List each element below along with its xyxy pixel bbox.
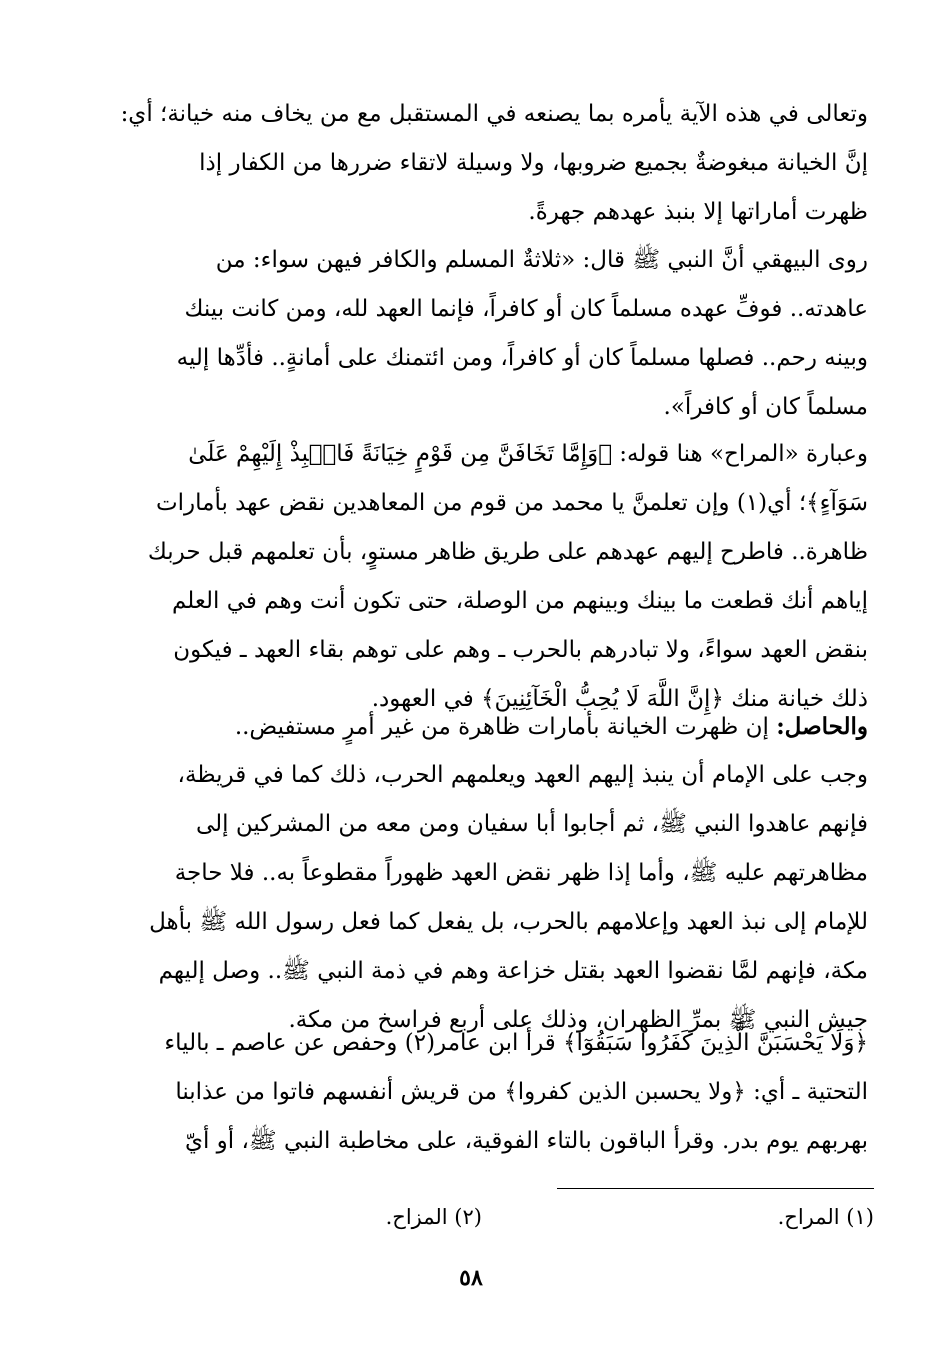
- paragraph-4: [98, 702, 868, 1045]
- paragraph-3: [98, 430, 868, 724]
- text-line: وعبارة «المراح» هنا قوله: ﴿وَإِمَّا تَخَافَنَّ مِن قَوْمٍ خِيَانَةً فَانۢبِذْ إِلَيْهِمْ عَلَىٰ: [188, 441, 868, 467]
- text-line: مكة، فإنهم لمَّا نقضوا العهد بقتل خزاعة وهم في ذمة النبي ﷺ.. وصل إليهم: [158, 958, 868, 984]
- text-line: مسلماً كان أو كافراً».: [663, 394, 868, 420]
- text-line: ظاهرة.. فاطرح إليهم عهدهم على طريق ظاهر مستوٍ، بأن تعلمهم قبل حربك: [147, 539, 868, 565]
- text-line: روى البيهقي أنَّ النبي ﷺ قال: «ثلاثةٌ المسلم والكافر فيهن سواء: من: [215, 247, 868, 273]
- footnote-2: (٢) المزاح.: [385, 1205, 482, 1229]
- text-line: [98, 702, 868, 751]
- text-line: وجب على الإمام أن ينبذ إليهم العهد ويعلمهم الحرب، ذلك كما في قريظة،: [177, 762, 868, 788]
- page-number: ٥٨: [459, 1265, 483, 1291]
- text-line: سَوَآءٍ﴾؛ أي(١) وإن تعلمنَّ يا محمد من قوم من المعاهدين نقض عهد بأمارات: [155, 490, 868, 516]
- paragraph-1: [98, 90, 868, 237]
- text-line: وبينه رحم.. فصلها مسلماً كان أو كافراً، ومن ائتمنك على أمانةٍ.. فأدِّها إليه: [176, 345, 868, 371]
- text-line: مظاهرتهم عليه ﷺ، وأما إذا ظهر نقض العهد ظهوراً مقطوعاً به.. فلا حاجة: [174, 860, 868, 886]
- text-line: للإمام إلى نبذ العهد وإعلامهم بالحرب، بل يفعل كما فعل رسول الله ﷺ بأهل: [149, 909, 868, 935]
- paragraph-5: [98, 1019, 868, 1166]
- text-line: فإنهم عاهدوا النبي ﷺ، ثم أجابوا أبا سفيان ومن معه من المشركين إلى: [195, 811, 868, 837]
- text-line: جيش النبي ﷺ بمرِّ الظهران، وذلك على أربع فراسخ من مكة.: [288, 1007, 868, 1033]
- text-line: التحتية ـ أي: ﴿ولا يحسبن الذين كفروا﴾ من قريش أنفسهم فاتوا من عذابنا: [175, 1079, 868, 1105]
- text-line: وتعالى في هذه الآية يأمره بما يصنعه في المستقبل مع من يخاف منه خيانة؛ أي:: [120, 101, 868, 127]
- text-line: ﴿وَلَا يَحْسَبَنَّ الَّذِينَ كَفَرُوا سَبَقُوٓا﴾ قرأ ابن عامر(٢) وحفص عن عاصم ـ بالياء: [164, 1030, 868, 1056]
- text-line: إنَّ الخيانة مبغوضةٌ بجميع ضروبها، ولا وسيلة لاتقاء ضررها من الكفار إذا: [199, 150, 868, 176]
- paragraph-lead: والحاصل:: [776, 713, 868, 740]
- paragraph-lead-rest: إن ظهرت الخيانة بأمارات ظاهرة من غير أمرٍ مستفيض..: [234, 714, 777, 740]
- text-line: ظهرت أماراتها إلا بنبذ عهدهم جهرةً.: [528, 199, 868, 225]
- paragraph-2: [98, 236, 868, 432]
- text-line: عاهدته.. فوفِّ عهده مسلماً كان أو كافراً، فإنما العهد لله، ومن كانت بينك: [184, 296, 868, 322]
- text-line: إياهم أنك قطعت ما بينك وبينهم من الوصلة، حتى تكون أنت وهم في العلم: [172, 588, 868, 614]
- text-line: ذلك خيانة منك ﴿إِنَّ اللَّهَ لَا يُحِبُّ الْخَآئِنِينَ﴾ في العهود.: [371, 686, 868, 712]
- footnote-separator: [557, 1188, 874, 1189]
- text-line: بهربهم يوم بدر. وقرأ الباقون بالتاء الفوقية، على مخاطبة النبي ﷺ، أو أيّ: [184, 1128, 868, 1154]
- text-line: بنقض العهد سواءً، ولا تبادرهم بالحرب ـ وهم على توهم بقاء العهد ـ فيكون: [173, 637, 868, 663]
- footnote-1: (١) المراح.: [777, 1205, 874, 1229]
